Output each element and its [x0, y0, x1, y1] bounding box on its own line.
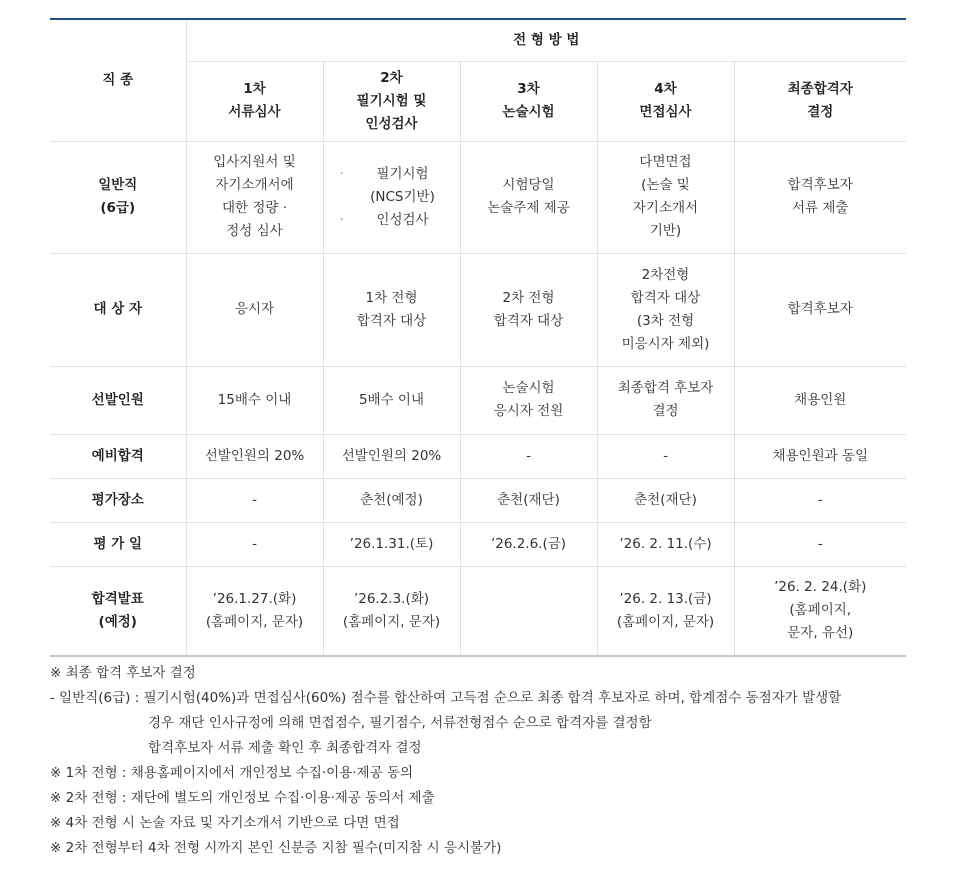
cell-line: 춘천(예정) [360, 491, 423, 508]
cell-line: ’26. 2. 13.(금) [619, 590, 712, 607]
cell-line: (논술 및 [641, 177, 690, 193]
cell-line: ’26. 2. 24.(화) [774, 579, 867, 596]
table-cell [323, 366, 460, 434]
table-row-date [50, 522, 906, 566]
cell-line: ’26.1.31.(토) [349, 535, 434, 552]
stage-header-line: 최종합격자 [787, 81, 853, 97]
bullet-line: · 필기시험 [376, 165, 429, 182]
cell-line: 서류 제출 [792, 200, 849, 216]
table-cell [734, 141, 906, 253]
note-stage2-consent: ※ 2차 전형 : 재단에 별도의 개인정보 수집·이용·제공 동의서 제출 [50, 790, 435, 806]
stage-header-2 [323, 61, 460, 141]
cell-line: 응시자 전원 [493, 403, 564, 419]
cell-line: (홈페이지, 문자) [616, 613, 715, 630]
stage-header-line: 1차 [243, 81, 266, 97]
note-id-required: ※ 2차 전형부터 4차 전형 시까지 본인 신분증 지참 필수(미지참 시 응시불가) [50, 840, 502, 856]
table-cell [734, 434, 906, 478]
stage-header-line: 인성검사 [365, 115, 418, 132]
cell-line: 시험당일 [502, 177, 555, 193]
method-header: 전 형 방 법 [186, 19, 906, 61]
table-cell [460, 434, 597, 478]
row-label [50, 478, 186, 522]
table-cell [597, 478, 734, 522]
cell-line: - [817, 491, 823, 508]
cell-line: ’26. 2. 11.(수) [619, 535, 712, 552]
table-cell [734, 366, 906, 434]
job-type-header: 직 종 [50, 19, 186, 141]
table-cell [186, 434, 323, 478]
cell-line: (홈페이지, 문자) [342, 613, 441, 630]
row-label [50, 253, 186, 366]
table-cell [597, 141, 734, 253]
table-row-target [50, 253, 906, 366]
cell-line: 합격자 대상 [630, 289, 701, 306]
table-cell [597, 366, 734, 434]
stage-header-line: 3차 [517, 81, 540, 97]
stage-header-line: 논술시험 [502, 104, 555, 120]
cell-line: - [526, 447, 531, 464]
table-cell [186, 522, 323, 566]
table-cell [460, 141, 597, 253]
cell-line: 합격후보자 [787, 177, 853, 193]
cell-line: 최종합격 후보자 [617, 380, 714, 396]
table-row-general-6 [50, 141, 906, 253]
table-cell [323, 522, 460, 566]
cell-line: 대한 정량 · [221, 200, 288, 216]
stage-header-line: 필기시험 및 [356, 92, 427, 109]
selection-process-table [50, 18, 906, 657]
cell-line: 논술시험 [502, 380, 555, 396]
stage-header-3 [460, 61, 597, 141]
table-row-reserve [50, 434, 906, 478]
bullet-line: · 인성검사 [376, 211, 429, 228]
cell-line: 입사지원서 및 [213, 154, 296, 170]
stage-header-line: 2차 [380, 69, 403, 86]
bullet-item [340, 209, 454, 232]
table-cell [597, 434, 734, 478]
cell-line: 합격자 대상 [356, 312, 427, 329]
row-label-line: (6급) [100, 200, 136, 216]
cell-line: 1차 전형 [365, 289, 418, 306]
cell-line: ’26.2.6.(금) [490, 535, 567, 552]
table-cell [460, 366, 597, 434]
table-cell [460, 522, 597, 566]
cell-line: 자기소개서 [632, 200, 699, 216]
cell-line: 채용인원과 동일 [772, 447, 869, 464]
table-row-selection-count [50, 366, 906, 434]
cell-line: 합격자 대상 [493, 312, 564, 329]
cell-line: 15배수 이내 [217, 391, 292, 408]
table-cell [734, 522, 906, 566]
table-cell [460, 566, 597, 656]
cell-line: 미응시자 제외) [621, 335, 710, 352]
row-label-line: (예정) [98, 613, 137, 630]
row-label-line: 평 가 일 [93, 535, 143, 552]
cell-line: - [817, 535, 823, 552]
row-label-line: 합격발표 [91, 590, 144, 607]
table-cell [323, 141, 460, 253]
note-general-rule-final: 합격후보자 서류 제출 확인 후 최종합격자 결정 [148, 740, 422, 756]
table-cell [460, 478, 597, 522]
stage-header-5 [734, 61, 906, 141]
table-cell [597, 566, 734, 656]
note-final-decision: ※ 최종 합격 후보자 결정 [50, 665, 196, 681]
table-cell [323, 434, 460, 478]
cell-line: 응시자 [234, 301, 275, 317]
table-cell [323, 253, 460, 366]
table-row-place [50, 478, 906, 522]
table-cell [734, 253, 906, 366]
stage-header-line: 면접심사 [639, 104, 692, 120]
cell-line: - [252, 491, 257, 508]
cell-line: 자기소개서에 [215, 177, 294, 193]
row-label-line: 대 상 자 [93, 301, 143, 317]
cell-line: ’26.1.27.(화) [212, 590, 297, 607]
table-cell [323, 478, 460, 522]
notes [50, 661, 906, 861]
row-label-line: 예비합격 [91, 447, 144, 464]
note-general-rule: - 일반직(6급) : 필기시험(40%)과 면접심사(60%) 점수를 합산하여 고득점 순으로 최종 합격 후보자로 하며, 합계점수 동점자가 발생할 [50, 690, 842, 706]
cell-line: 결정 [652, 403, 679, 419]
table-cell [734, 478, 906, 522]
note-stage4-interview: ※ 4차 전형 시 논술 자료 및 자기소개서 기반으로 다면 면접 [50, 815, 400, 831]
cell-line: 춘천(재단) [634, 491, 697, 508]
cell-line: 5배수 이내 [358, 391, 425, 408]
row-label [50, 434, 186, 478]
bullet-line: (NCS기반) [370, 188, 435, 205]
table-cell [186, 141, 323, 253]
cell-line: 기반) [649, 223, 682, 239]
table-cell [734, 566, 906, 656]
cell-line: 다면면접 [639, 154, 692, 170]
table-cell [597, 522, 734, 566]
table-row-announcement [50, 566, 906, 656]
table-cell [186, 253, 323, 366]
cell-line: 논술주제 제공 [487, 200, 570, 216]
table-cell [460, 253, 597, 366]
row-label-line: 일반직 [98, 177, 138, 193]
row-label [50, 566, 186, 656]
table-cell [186, 366, 323, 434]
cell-line: - [252, 535, 257, 552]
table-cell [186, 478, 323, 522]
cell-line: 문자, 유선) [787, 625, 854, 642]
note-stage1-consent: ※ 1차 전형 : 채용홈페이지에서 개인정보 수집·이용·제공 동의 [50, 765, 414, 781]
note-general-rule-cont: 경우 재단 인사규정에 의해 면접점수, 필기점수, 서류전형점수 순으로 합격자를 결정함 [148, 715, 652, 731]
cell-line: (홈페이지, [789, 602, 852, 619]
stage-header-line: 결정 [807, 104, 834, 120]
cell-line: 선발인원의 20% [341, 447, 442, 464]
cell-line: 선발인원의 20% [204, 447, 305, 464]
row-label [50, 522, 186, 566]
row-label-line: 평가장소 [91, 491, 144, 508]
table-cell [186, 566, 323, 656]
cell-line: ’26.2.3.(화) [353, 590, 430, 607]
cell-line: 채용인원 [794, 391, 847, 408]
row-label [50, 141, 186, 253]
cell-line: 합격후보자 [787, 301, 853, 317]
row-label-line: 선발인원 [91, 391, 144, 408]
cell-line: 춘천(재단) [497, 491, 560, 508]
cell-line: - [663, 447, 668, 464]
table-cell [323, 566, 460, 656]
cell-line: (홈페이지, 문자) [205, 613, 304, 630]
selection-process-section [50, 18, 906, 861]
stage-header-1 [186, 61, 323, 141]
cell-line: 정성 심사 [226, 223, 283, 239]
cell-line: (3차 전형 [636, 312, 695, 329]
cell-line: 2차전형 [641, 266, 690, 283]
row-label [50, 366, 186, 434]
table-cell [597, 253, 734, 366]
stage-header-4 [597, 61, 734, 141]
stage-header-line: 서류심사 [228, 104, 281, 120]
stage-header-line: 4차 [654, 81, 677, 97]
bullet-item [340, 163, 454, 209]
cell-line: 2차 전형 [502, 289, 555, 306]
